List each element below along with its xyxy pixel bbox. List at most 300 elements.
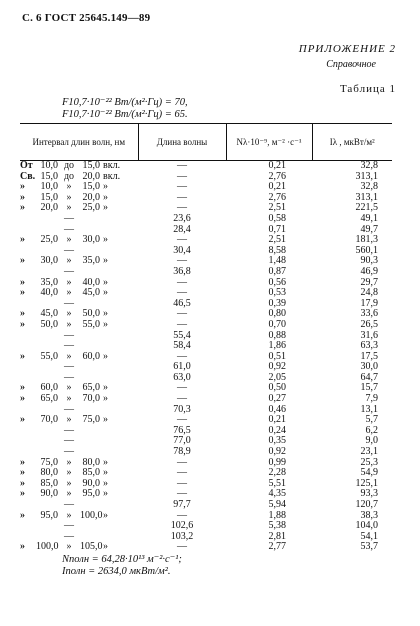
intensity-cell: 181,3 (355, 234, 378, 246)
wavelength-cell: 77,0 (173, 435, 191, 447)
wavelength-cell: 55,4 (173, 329, 191, 341)
interval-cell (20, 394, 138, 405)
col-photon-flux: Nλ·10⁻⁹, м⁻² ·с⁻¹ (226, 124, 312, 161)
interval-suffix: » (103, 202, 108, 214)
interval-start: 100,0 (36, 541, 59, 553)
photon-flux-cell: 0,92 (268, 361, 286, 373)
interval-start: 45,0 (40, 308, 58, 320)
interval-connector: » (66, 382, 72, 394)
table-row (20, 489, 392, 500)
interval-end: 50,0 (82, 308, 100, 320)
photon-flux-cell: 0,92 (268, 446, 286, 458)
photon-flux-cell: 0,50 (268, 382, 286, 394)
interval-connector: » (66, 467, 72, 479)
photon-flux-cell: 5,38 (268, 520, 286, 532)
interval-start: 85,0 (40, 477, 58, 489)
intensity-cell: 63,3 (360, 340, 378, 352)
interval-suffix: » (103, 318, 108, 330)
wavelength-cell: 58,4 (173, 340, 191, 352)
intensity-cell: 313,1 (355, 191, 378, 203)
interval-prefix: » (20, 234, 25, 246)
interval-start: 20,0 (40, 202, 58, 214)
interval-end: 100,0 (80, 509, 103, 521)
wavelength-cell: 36,8 (173, 265, 191, 277)
table-row (20, 203, 392, 214)
interval-end: 95,0 (82, 488, 100, 500)
table-row (20, 331, 392, 342)
wavelength-cell: 61,0 (173, 361, 191, 373)
interval-start: 10,0 (40, 181, 58, 193)
photon-flux-cell: 0,21 (268, 414, 286, 426)
wavelength-cell: — (177, 276, 187, 288)
wavelength-cell: — (177, 308, 187, 320)
photon-flux-cell: 2,51 (268, 234, 286, 246)
interval-end: 20,0 (82, 191, 100, 203)
interval-suffix: » (103, 382, 108, 394)
photon-flux-cell: 0,35 (268, 435, 286, 447)
photon-flux-cell: 0,87 (268, 265, 286, 277)
interval-prefix: » (20, 202, 25, 214)
intensity-cell: 560,1 (355, 244, 378, 256)
interval-start: 70,0 (40, 414, 58, 426)
photon-flux-cell: 2,77 (268, 541, 286, 553)
interval-start: 25,0 (40, 234, 58, 246)
page-header: С. 6 ГОСТ 25645.149—89 (22, 12, 151, 24)
table-body (20, 161, 392, 553)
interval-cell (20, 320, 138, 331)
intensity-cell: 221,5 (355, 202, 378, 214)
table-row (20, 246, 392, 257)
interval-cell (20, 383, 138, 394)
intensity-cell: 32,8 (360, 160, 378, 171)
wavelength-cell: — (177, 287, 187, 299)
photon-flux-cell: 0,24 (268, 424, 286, 436)
interval-end: 85,0 (82, 467, 100, 479)
intensity-cell: 49,1 (360, 212, 378, 224)
table-row (20, 193, 392, 204)
interval-cell (20, 458, 138, 469)
wavelength-cell: — (177, 350, 187, 362)
interval-cell (20, 331, 138, 342)
interval-end: 25,0 (82, 202, 100, 214)
interval-end: 105,0 (80, 541, 103, 553)
interval-start: 10,0 (40, 160, 58, 171)
interval-suffix: » (103, 287, 108, 299)
table-row (20, 405, 392, 416)
table-row (20, 500, 392, 511)
interval-cell (20, 246, 138, 257)
interval-start: 55,0 (40, 350, 58, 362)
table-row (20, 468, 392, 479)
interval-cell (20, 489, 138, 500)
table-row (20, 214, 392, 225)
photon-flux-cell: 4,35 (268, 488, 286, 500)
intensity-cell: 24,8 (360, 287, 378, 299)
table-row (20, 479, 392, 490)
interval-start: 15,0 (40, 170, 58, 182)
interval-cell (20, 415, 138, 426)
wavelength-cell: — (177, 382, 187, 394)
wavelength-cell: — (177, 477, 187, 489)
table-row (20, 362, 392, 373)
interval-end: 15,0 (82, 181, 100, 193)
interval-start: 60,0 (40, 382, 58, 394)
interval-cell (20, 182, 138, 193)
photon-flux-cell: 0,99 (268, 456, 286, 468)
interval-connector: — (64, 371, 74, 383)
interval-cell (20, 299, 138, 310)
interval-start: 50,0 (40, 318, 58, 330)
interval-cell (20, 288, 138, 299)
interval-connector: » (66, 414, 72, 426)
interval-start: 95,0 (40, 509, 58, 521)
interval-cell (20, 225, 138, 236)
photon-flux-cell: 2,05 (268, 371, 286, 383)
table-row (20, 521, 392, 532)
interval-cell (20, 278, 138, 289)
wavelength-cell: 97,7 (173, 499, 191, 510)
wavelength-cell: — (177, 456, 187, 468)
table-row (20, 394, 392, 405)
interval-connector: — (64, 403, 74, 415)
interval-connector: » (66, 393, 72, 405)
intensity-cell: 53,7 (360, 541, 378, 553)
intensity-cell: 9,0 (365, 435, 378, 447)
interval-end: 15,0 (82, 160, 100, 171)
interval-prefix: » (20, 393, 25, 405)
photon-flux-cell: 5,51 (268, 477, 286, 489)
interval-connector: — (64, 212, 74, 224)
interval-prefix: » (20, 350, 25, 362)
appendix-title: ПРИЛОЖЕНИЕ 2 (298, 43, 396, 55)
table-row (20, 352, 392, 363)
total-flux: Nполн = 64,28·10¹³ м⁻²·с⁻¹; (62, 554, 182, 565)
interval-end: 70,0 (82, 393, 100, 405)
intensity-cell: 104,0 (355, 520, 378, 532)
interval-suffix: » (103, 509, 108, 521)
intensity-cell: 15,7 (360, 382, 378, 394)
interval-connector: » (66, 308, 72, 320)
table-row (20, 320, 392, 331)
intensity-cell: 13,1 (360, 403, 378, 415)
total-intensity: Iполн = 2634,0 мкВт/м². (62, 566, 171, 577)
wavelength-cell: 30,4 (173, 244, 191, 256)
table-header-row (20, 124, 392, 161)
wavelength-cell: 46,5 (173, 297, 191, 309)
wavelength-cell: 70,3 (173, 403, 191, 415)
intensity-cell: 313,1 (355, 170, 378, 182)
interval-cell (20, 341, 138, 352)
interval-prefix: » (20, 414, 25, 426)
interval-prefix: » (20, 318, 25, 330)
photon-flux-cell: 2,51 (268, 202, 286, 214)
intensity-cell: 120,7 (355, 499, 378, 510)
interval-cell (20, 214, 138, 225)
interval-start: 90,0 (40, 488, 58, 500)
interval-connector: — (64, 329, 74, 341)
interval-cell (20, 500, 138, 511)
interval-cell (20, 172, 138, 183)
intensity-cell: 17,5 (360, 350, 378, 362)
photon-flux-cell: 1,86 (268, 340, 286, 352)
interval-end: 35,0 (82, 255, 100, 267)
table-number: Таблица 1 (339, 83, 396, 95)
interval-start: 15,0 (40, 191, 58, 203)
photon-flux-cell: 5,94 (268, 499, 286, 510)
photon-flux-cell: 2,76 (268, 191, 286, 203)
interval-end: 60,0 (82, 350, 100, 362)
wavelength-cell: — (177, 234, 187, 246)
interval-prefix: Св. (20, 170, 36, 182)
table-row (20, 415, 392, 426)
interval-cell (20, 362, 138, 373)
interval-end: 65,0 (82, 382, 100, 394)
photon-flux-cell: 0,21 (268, 160, 286, 171)
interval-connector: — (64, 361, 74, 373)
table-row (20, 383, 392, 394)
interval-end: 45,0 (82, 287, 100, 299)
interval-end: 80,0 (82, 456, 100, 468)
photon-flux-cell: 1,88 (268, 509, 286, 521)
table-row (20, 172, 392, 183)
photon-flux-cell: 8,58 (268, 244, 286, 256)
intensity-cell: 23,1 (360, 446, 378, 458)
interval-suffix: » (103, 181, 108, 193)
table-row (20, 436, 392, 447)
table-row (20, 511, 392, 522)
table-row (20, 225, 392, 236)
interval-connector: — (64, 530, 74, 542)
intensity-cell: 29,7 (360, 276, 378, 288)
col-intensity: Iλ , мкВт/м² (312, 124, 392, 161)
wavelength-cell: — (177, 191, 187, 203)
wavelength-cell: — (177, 318, 187, 330)
interval-prefix: » (20, 456, 25, 468)
interval-connector: — (64, 265, 74, 277)
interval-cell (20, 193, 138, 204)
interval-connector: — (64, 435, 74, 447)
interval-prefix: От (20, 160, 33, 171)
table-row (20, 309, 392, 320)
interval-cell (20, 521, 138, 532)
intensity-cell: 93,3 (360, 488, 378, 500)
intensity-cell: 33,6 (360, 308, 378, 320)
interval-connector: » (66, 255, 72, 267)
wavelength-cell: 78,9 (173, 446, 191, 458)
interval-prefix: » (20, 191, 25, 203)
table-row (20, 426, 392, 437)
photon-flux-cell: 0,53 (268, 287, 286, 299)
interval-suffix: » (103, 541, 108, 553)
interval-suffix: » (103, 456, 108, 468)
interval-end: 55,0 (82, 318, 100, 330)
table-row (20, 161, 392, 172)
intensity-cell: 54,9 (360, 467, 378, 479)
interval-cell (20, 426, 138, 437)
wavelength-cell: — (177, 181, 187, 193)
interval-prefix: » (20, 308, 25, 320)
interval-prefix: » (20, 477, 25, 489)
interval-suffix: вкл. (103, 160, 121, 171)
interval-prefix: » (20, 255, 25, 267)
table-row (20, 267, 392, 278)
interval-connector: » (66, 287, 72, 299)
wavelength-cell: — (177, 541, 187, 553)
interval-cell (20, 436, 138, 447)
wavelength-cell: — (177, 414, 187, 426)
interval-connector: — (64, 424, 74, 436)
photon-flux-cell: 0,51 (268, 350, 286, 362)
interval-suffix: » (103, 488, 108, 500)
interval-suffix: » (103, 414, 108, 426)
wavelength-cell: — (177, 393, 187, 405)
table-row (20, 235, 392, 246)
interval-prefix: » (20, 509, 25, 521)
interval-cell (20, 256, 138, 267)
interval-cell (20, 161, 138, 172)
interval-start: 40,0 (40, 287, 58, 299)
interval-connector: — (64, 223, 74, 235)
interval-cell (20, 352, 138, 363)
interval-connector: » (66, 541, 72, 553)
interval-cell (20, 479, 138, 490)
interval-start: 80,0 (40, 467, 58, 479)
photon-flux-cell: 0,46 (268, 403, 286, 415)
interval-connector: — (64, 340, 74, 352)
wavelength-cell: 28,4 (173, 223, 191, 235)
interval-suffix: » (103, 477, 108, 489)
photon-flux-cell: 0,80 (268, 308, 286, 320)
table-row (20, 373, 392, 384)
interval-connector: » (66, 181, 72, 193)
table-row (20, 256, 392, 267)
formula-2: F10,7·10⁻²² Вт/(м²·Гц) = 65. (62, 109, 188, 120)
interval-prefix: » (20, 382, 25, 394)
intensity-cell: 46,9 (360, 265, 378, 277)
interval-cell (20, 235, 138, 246)
intensity-cell: 17,9 (360, 297, 378, 309)
interval-connector: » (66, 191, 72, 203)
interval-suffix: » (103, 467, 108, 479)
wavelength-cell: 63,0 (173, 371, 191, 383)
wavelength-cell: 23,6 (173, 212, 191, 224)
interval-connector: — (64, 446, 74, 458)
interval-connector: — (64, 297, 74, 309)
wavelength-cell: — (177, 160, 187, 171)
photon-flux-cell: 0,27 (268, 393, 286, 405)
interval-prefix: » (20, 181, 25, 193)
intensity-cell: 6,2 (365, 424, 378, 436)
photon-flux-cell: 0,39 (268, 297, 286, 309)
wavelength-cell: 103,2 (170, 530, 194, 542)
wavelength-cell: 76,5 (173, 424, 191, 436)
wavelength-cell: — (177, 467, 187, 479)
interval-suffix: » (103, 276, 108, 288)
photon-flux-cell: 1,48 (268, 255, 286, 267)
intensity-cell: 32,8 (360, 181, 378, 193)
table-row (20, 288, 392, 299)
formula-1: F10,7·10⁻²² Вт/(м²·Гц) = 70, (62, 97, 188, 108)
interval-prefix: » (20, 467, 25, 479)
table-row (20, 542, 392, 553)
interval-end: 20,0 (82, 170, 100, 182)
interval-connector: » (66, 318, 72, 330)
interval-prefix: » (20, 276, 25, 288)
interval-connector: » (66, 234, 72, 246)
interval-connector: — (64, 520, 74, 532)
intensity-cell: 5,7 (365, 414, 378, 426)
col-wavelength: Длина волны (138, 124, 226, 161)
intensity-cell: 38,3 (360, 509, 378, 521)
table-row (20, 341, 392, 352)
table-row (20, 182, 392, 193)
photon-flux-cell: 0,56 (268, 276, 286, 288)
intensity-cell: 31,6 (360, 329, 378, 341)
interval-suffix: » (103, 308, 108, 320)
intensity-cell: 64,7 (360, 371, 378, 383)
wavelength-cell: 102,6 (170, 520, 194, 532)
photon-flux-cell: 2,81 (268, 530, 286, 542)
table-row (20, 299, 392, 310)
interval-cell (20, 267, 138, 278)
interval-suffix: вкл. (103, 170, 121, 182)
intensity-cell: 49,7 (360, 223, 378, 235)
interval-connector: » (66, 509, 72, 521)
intensity-cell: 26,5 (360, 318, 378, 330)
interval-cell (20, 468, 138, 479)
interval-connector: » (66, 202, 72, 214)
interval-connector: до (63, 170, 75, 182)
interval-cell (20, 511, 138, 522)
wavelength-cell: — (177, 202, 187, 214)
wavelength-cell: — (177, 509, 187, 521)
intensity-cell: 30,0 (360, 361, 378, 373)
interval-connector: » (66, 456, 72, 468)
interval-cell (20, 373, 138, 384)
interval-suffix: » (103, 255, 108, 267)
interval-start: 30,0 (40, 255, 58, 267)
interval-connector: » (66, 488, 72, 500)
table-row (20, 532, 392, 543)
wavelength-cell: — (177, 170, 187, 182)
interval-suffix: » (103, 191, 108, 203)
intensity-cell: 25,3 (360, 456, 378, 468)
interval-cell (20, 309, 138, 320)
interval-prefix: » (20, 287, 25, 299)
interval-connector: до (63, 160, 75, 171)
col-interval: Интервал длин волн, нм (20, 124, 138, 161)
appendix-status: Справочное (326, 59, 376, 70)
interval-start: 65,0 (40, 393, 58, 405)
interval-cell (20, 542, 138, 553)
photon-flux-cell: 0,71 (268, 223, 286, 235)
intensity-cell: 90,3 (360, 255, 378, 267)
interval-end: 30,0 (82, 234, 100, 246)
interval-end: 90,0 (82, 477, 100, 489)
spectrum-table (20, 123, 392, 553)
interval-cell (20, 405, 138, 416)
interval-connector: — (64, 499, 74, 510)
interval-cell (20, 203, 138, 214)
interval-end: 40,0 (82, 276, 100, 288)
interval-end: 75,0 (82, 414, 100, 426)
photon-flux-cell: 0,58 (268, 212, 286, 224)
table-row (20, 447, 392, 458)
photon-flux-cell: 0,21 (268, 181, 286, 193)
wavelength-cell: — (177, 255, 187, 267)
interval-connector: » (66, 276, 72, 288)
table-row (20, 458, 392, 469)
